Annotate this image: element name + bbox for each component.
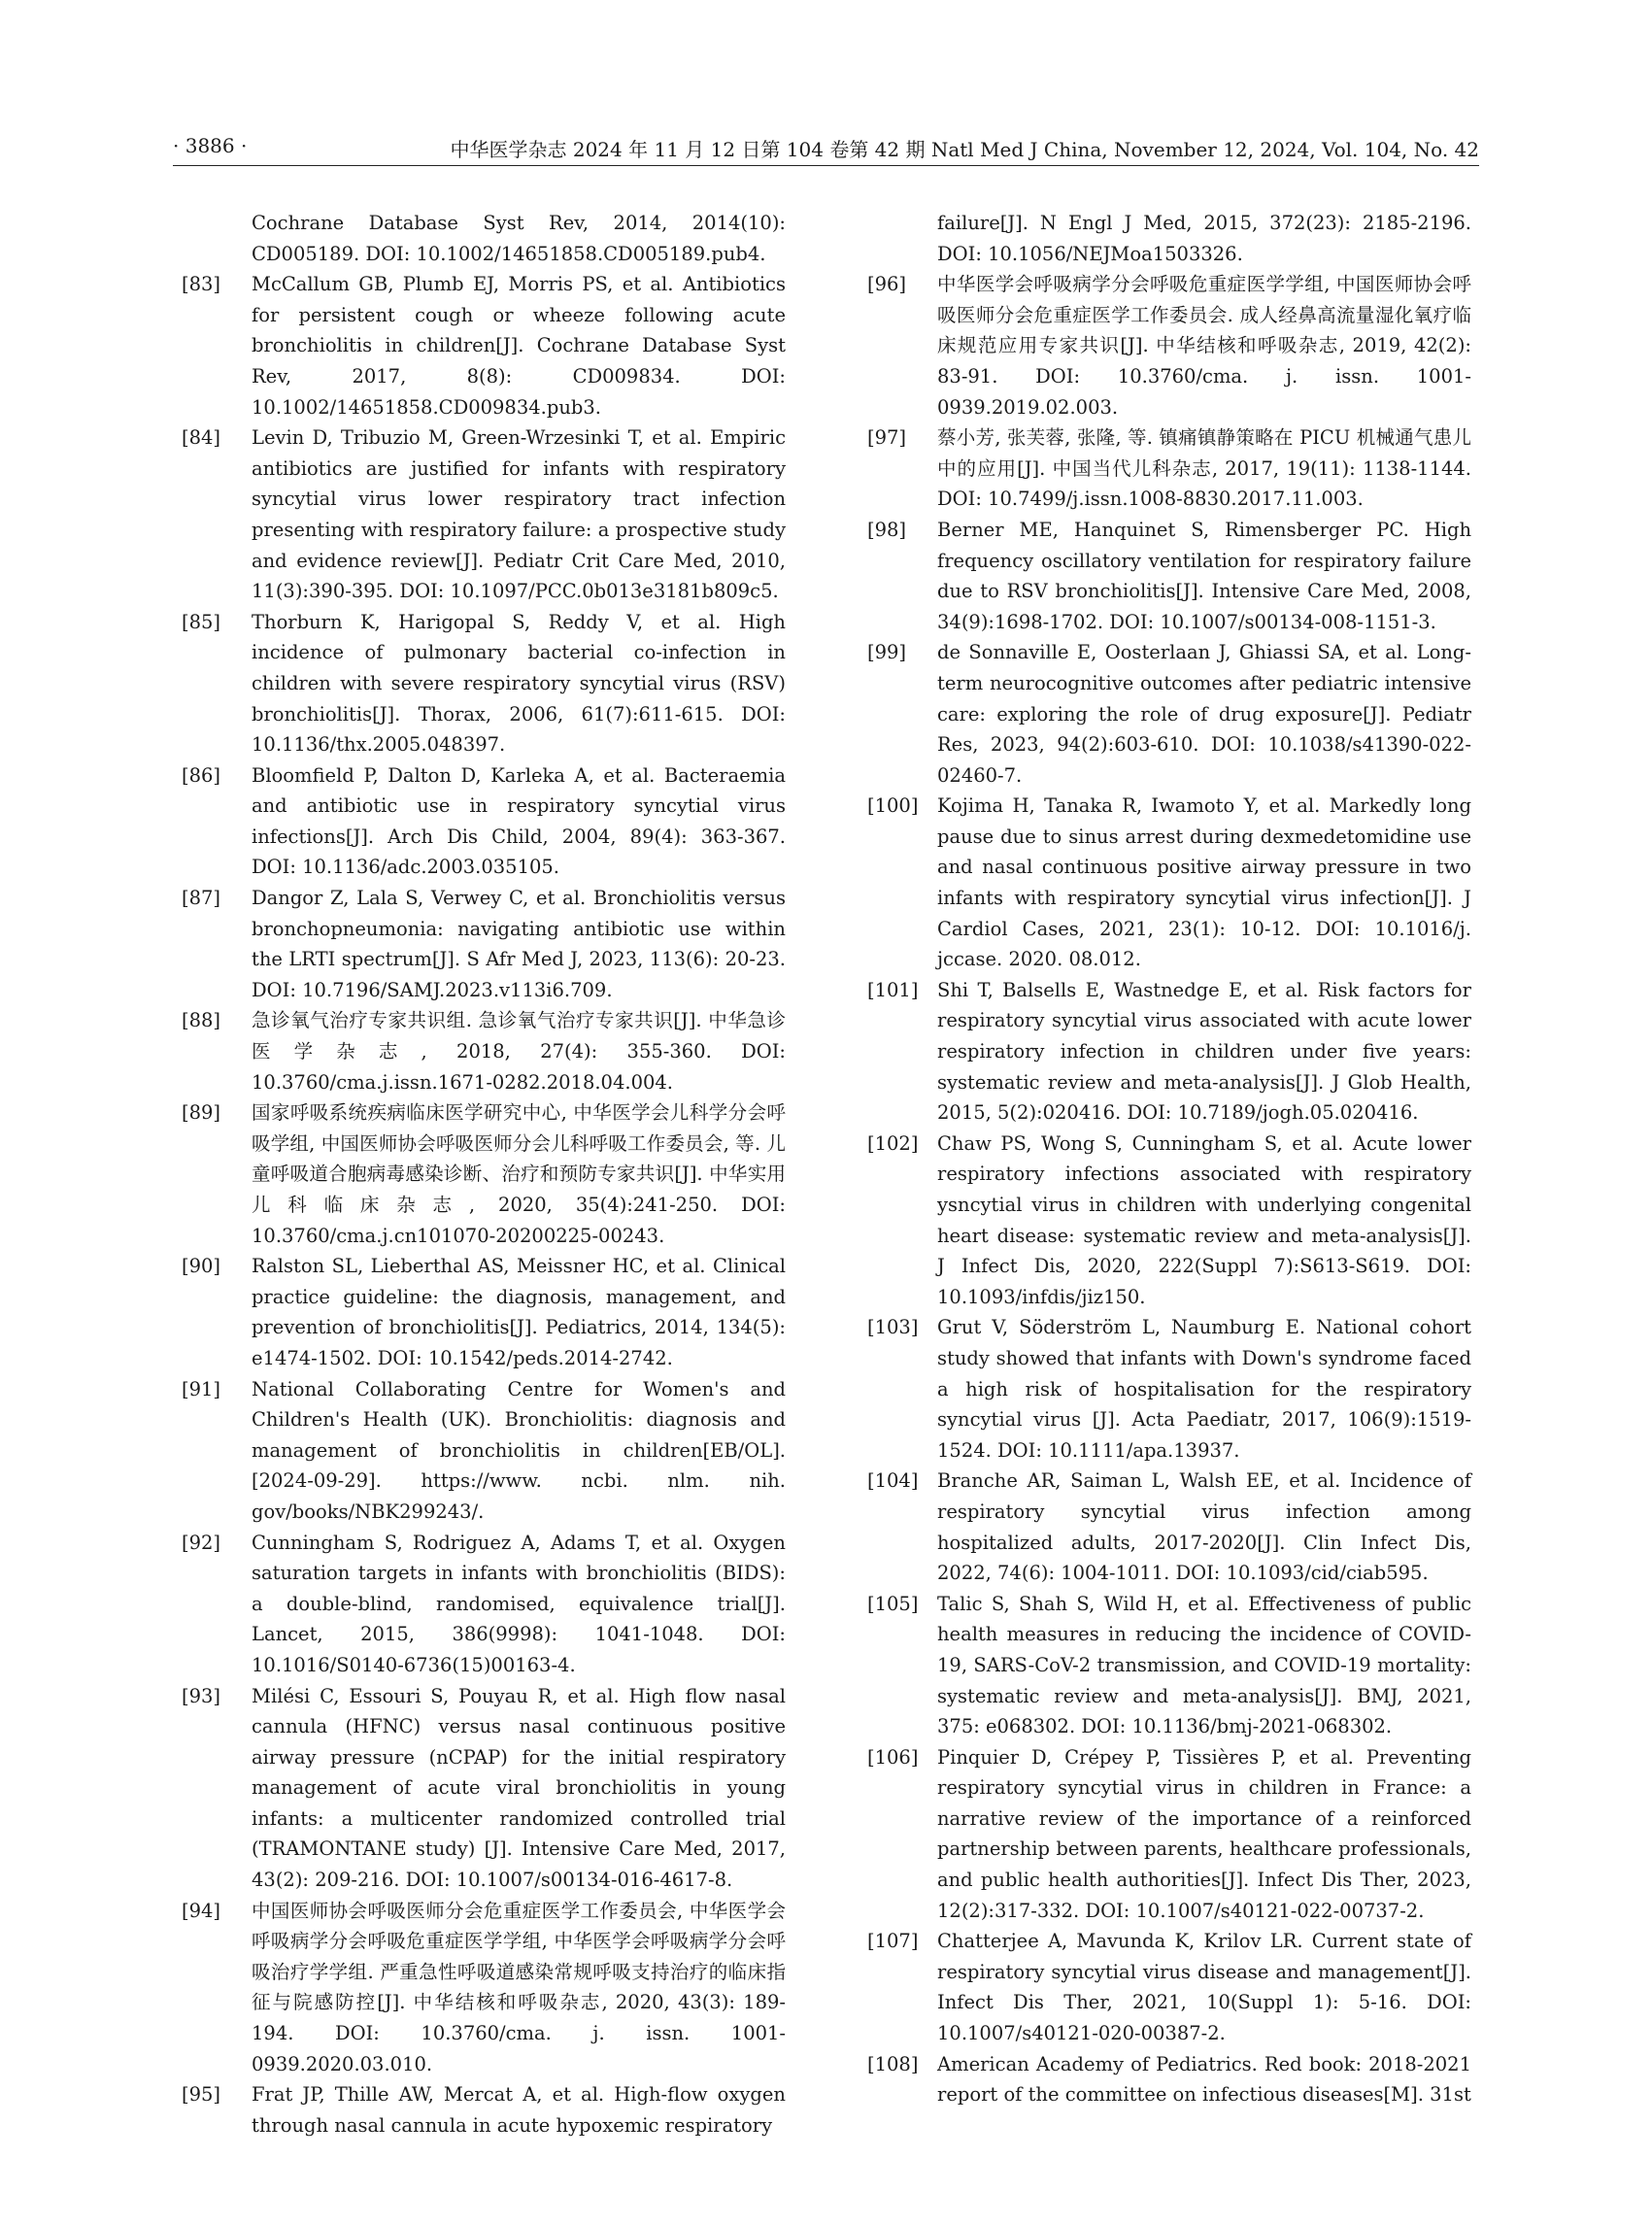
reference-entry [867,515,1471,637]
reference-entry [867,791,1471,975]
reference-text: Ralston SL, Lieberthal AS, Meissner HC, et al. Clinical practice guideline: the diagnosis, management, and prevention of bronchiolitis[J]. Pediatrics, 2014, 134(5): e1474-1502. DOI: 10.1542/peds.2014-2742. [252,1255,786,1369]
reference-entry [182,883,786,1005]
reference-entry [182,2079,786,2141]
reference-column-left [182,208,786,2141]
reference-entry [182,1005,786,1097]
reference-text: Grut V, Söderström L, Naumburg E. National cohort study showed that infants with Down's syndrome faced a high risk of hospitalisation for the respiratory syncytial virus [J]. Acta Paediatr, 2017, 106(9):1519-1524. DOI: 10.1111/apa.13937. [937,1316,1471,1462]
reference-text: Kojima H, Tanaka R, Iwamoto Y, et al. Markedly long pause due to sinus arrest during dexmedetomidine use and nasal continuous positive airway pressure in two infants with respiratory syncytial virus infection[J]. J Cardiol Cases, 2021, 23(1): 10-12. DOI: 10.1016/j. jccase. 2020. 08.012. [937,794,1471,971]
reference-text: Branche AR, Saiman L, Walsh EE, et al. Incidence of respiratory syncytial virus infection among hospitalized adults, 2017-2020[J]. Clin Infect Dis, 2022, 74(6): 1004-1011. DOI: 10.1093/cid/ciab595. [937,1469,1471,1585]
reference-entry [867,1466,1471,1588]
reference-text: American Academy of Pediatrics. Red book: 2018-2021 report of the committee on infectious diseases[M]. 31st [937,2052,1471,2107]
reference-entry [867,422,1471,515]
reference-number: [108] [867,2052,919,2075]
reference-number: [87] [182,887,221,910]
reference-text: National Collaborating Centre for Women's and Children's Health (UK). Bronchiolitis: diagnosis and management of bronchiolitis in children[EB/OL]. [2024-09-29]. https://www. ncbi. nlm. nih. gov/books/NBK299243/. [252,1377,786,1523]
reference-entry [867,1129,1471,1313]
reference-text: Talic S, Shah S, Wild H, et al. Effectiveness of public health measures in reducing the incidence of COVID-19, SARS-CoV-2 transmission, and COVID-19 mortality: systematic review and meta-analysis[J]. BMJ, 2021, 375: e068302. DOI: 10.1136/bmj-2021-068302. [937,1592,1471,1738]
reference-entry [867,2049,1471,2110]
reference-number: [95] [182,2083,221,2107]
reference-text: de Sonnaville E, Oosterlaan J, Ghiassi SA, et al. Long-term neurocognitive outcomes after pediatric intensive care: exploring the role of drug exposure[J]. Pediatr Res, 2023, 94(2):603-610. DOI: 10.1038/s41390-022-02460-7. [937,641,1471,787]
reference-number: [105] [867,1592,919,1615]
reference-entry [867,637,1471,791]
header-rule [173,165,1479,166]
reference-text: Levin D, Tribuzio M, Green-Wrzesinki T, et al. Empiric antibiotics are justified for infants with respiratory syncytial virus lower respiratory tract infection presenting with respiratory failure: a prospective study and evidence review[J]. Pediatr Crit Care Med, 2010, 11(3):390-395. DOI: 10.1097/PCC.0b013e3181b809c5. [252,426,786,603]
page-number: · 3886 · [173,134,248,157]
reference-text: failure[J]. N Engl J Med, 2015, 372(23): 2185-2196. DOI: 10.1056/NEJMoa1503326. [937,212,1471,265]
reference-number: [84] [182,426,221,450]
reference-text: Chatterjee A, Mavunda K, Krilov LR. Current state of respiratory syncytial virus disease and management[J]. Infect Dis Ther, 2021, 10(Suppl 1): 5-16. DOI: 10.1007/s40121-020-00387-2. [937,1930,1471,2045]
reference-entry [867,975,1471,1129]
reference-number: [89] [182,1101,221,1125]
reference-number: [100] [867,794,919,818]
reference-number: [106] [867,1745,919,1769]
reference-entry [182,1097,786,1251]
reference-entry [867,1589,1471,1742]
reference-entry [182,1251,786,1373]
reference-entry [867,208,1471,269]
reference-number: [93] [182,1684,221,1707]
reference-text: 蔡小芳, 张芙蓉, 张隆, 等. 镇痛镇静策略在 PICU 机械通气患儿中的应用[J]. 中国当代儿科杂志, 2017, 19(11): 1138-1144. DOI: 10.7499/j.issn.1008-8830.2017.11.003. [937,426,1471,511]
reference-entry [182,1681,786,1896]
reference-number: [99] [867,641,907,664]
reference-text: McCallum GB, Plumb EJ, Morris PS, et al. Antibiotics for persistent cough or wheeze following acute bronchiolitis in children[J]. Cochrane Database Syst Rev, 2017, 8(8): CD009834. DOI: 10.1002/14651858.CD009834.pub3. [252,273,786,419]
reference-number: [90] [182,1255,221,1278]
reference-number: [91] [182,1377,221,1400]
reference-entry [182,1896,786,2080]
reference-number: [96] [867,273,907,296]
reference-entry [182,208,786,269]
reference-text: 中华医学会呼吸病学分会呼吸危重症医学学组, 中国医师协会呼吸医师分会危重症医学工作委员会. 成人经鼻高流量湿化氧疗临床规范应用专家共识[J]. 中华结核和呼吸杂志, 2019, 42(2): 83-91. DOI: 10.3760/cma. j. issn. 1001-0939.2019.02.003. [937,273,1471,419]
reference-text: Thorburn K, Harigopal S, Reddy V, et al. High incidence of pulmonary bacterial co-infection in children with severe respiratory syncytial virus (RSV) bronchiolitis[J]. Thorax, 2006, 61(7):611-615. DOI: 10.1136/thx.2005.048397. [252,610,786,757]
reference-text: 国家呼吸系统疾病临床医学研究中心, 中华医学会儿科学分会呼吸学组, 中国医师协会呼吸医师分会儿科呼吸工作委员会, 等. 儿童呼吸道合胞病毒感染诊断、治疗和预防专家共识[J]. 中华实用儿科临床杂志, 2020, 35(4):241-250. DOI: 10.3760/cma.j.cn101070-20200225-00243. [252,1101,786,1247]
reference-column-right [867,208,1471,2110]
reference-number: [104] [867,1469,919,1493]
reference-entry [182,422,786,607]
reference-text: Chaw PS, Wong S, Cunningham S, et al. Acute lower respiratory infections associated with respiratory ysncytial virus in children with underlying congenital heart disease: systematic review and meta-analysis[J]. J Infect Dis, 2020, 222(Suppl 7):S613-S619. DOI: 10.1093/infdis/jiz150. [937,1131,1471,1308]
reference-entry [182,760,786,883]
reference-entry [867,1742,1471,1927]
reference-text: Dangor Z, Lala S, Verwey C, et al. Bronchiolitis versus bronchopneumonia: navigating antibiotic use within the LRTI spectrum[J]. S Afr Med J, 2023, 113(6): 20-23. DOI: 10.7196/SAMJ.2023.v113i6.709. [252,887,786,1001]
reference-number: [88] [182,1009,221,1032]
reference-text: Bloomfield P, Dalton D, Karleka A, et al. Bacteraemia and antibiotic use in respiratory syncytial virus infections[J]. Arch Dis Child, 2004, 89(4): 363-367. DOI: 10.1136/adc.2003.035105. [252,763,786,879]
reference-entry [182,607,786,760]
reference-number: [98] [867,518,907,541]
reference-text: Cunningham S, Rodriguez A, Adams T, et al. Oxygen saturation targets in infants with bronchiolitis (BIDS): a double-blind, randomised, equivalence trial[J]. Lancet, 2015, 386(9998): 1041-1048. DOI: 10.1016/S0140-6736(15)00163-4. [252,1531,786,1676]
reference-entry [867,1312,1471,1466]
reference-text: Shi T, Balsells E, Wastnedge E, et al. Risk factors for respiratory syncytial virus associated with acute lower respiratory infection in children under five years: systematic review and meta-analysis[J]. J Glob Health, 2015, 5(2):020416. DOI: 10.7189/jogh.05.020416. [937,978,1471,1125]
reference-text: Frat JP, Thille AW, Mercat A, et al. High-flow oxygen through nasal cannula in acute hypoxemic respiratory [252,2083,786,2137]
reference-number: [92] [182,1531,221,1554]
reference-number: [101] [867,978,919,1001]
reference-text: 中国医师协会呼吸医师分会危重症医学工作委员会, 中华医学会呼吸病学分会呼吸危重症医学学组, 中华医学会呼吸病学分会呼吸治疗学学组. 严重急性呼吸道感染常规呼吸支持治疗的临床指征与院感防控[J]. 中华结核和呼吸杂志, 2020, 43(3): 189-194. DOI: 10.3760/cma. j. issn. 1001-0939.2020.03.010. [252,1899,786,2075]
reference-number: [102] [867,1131,919,1155]
reference-entry [867,269,1471,422]
reference-entry [182,1374,786,1528]
running-title: 中华医学杂志 2024 年 11 月 12 日第 104 卷第 42 期 Natl Med J China, November 12, 2024, Vol. 104, No. 42 [450,138,1479,161]
reference-entry [867,1926,1471,2048]
reference-text: 急诊氧气治疗专家共识组. 急诊氧气治疗专家共识[J]. 中华急诊医学杂志, 2018, 27(4): 355-360. DOI: 10.3760/cma.j.issn.1671-0282.2018.04.004. [252,1009,786,1094]
reference-number: [97] [867,426,907,450]
reference-text: Milési C, Essouri S, Pouyau R, et al. High flow nasal cannula (HFNC) versus nasal continuous positive airway pressure (nCPAP) for the initial respiratory management of acute viral bronchiolitis in young infants: a multicenter randomized controlled trial (TRAMONTANE study) [J]. Intensive Care Med, 2017, 43(2): 209-216. DOI: 10.1007/s00134-016-4617-8. [252,1684,786,1892]
reference-number: [86] [182,763,221,787]
reference-number: [83] [182,273,221,296]
reference-number: [85] [182,610,221,633]
page-header [173,134,1479,163]
reference-entry [182,1528,786,1681]
reference-text: Berner ME, Hanquinet S, Rimensberger PC. High frequency oscillatory ventilation for respiratory failure due to RSV bronchiolitis[J]. Intensive Care Med, 2008, 34(9):1698-1702. DOI: 10.1007/s00134-008-1151-3. [937,518,1471,633]
reference-number: [94] [182,1899,221,1922]
reference-text: Cochrane Database Syst Rev, 2014, 2014(10): CD005189. DOI: 10.1002/14651858.CD005189.pub4. [252,212,786,265]
reference-text: Pinquier D, Crépey P, Tissières P, et al. Preventing respiratory syncytial virus in children in France: a narrative review of the importance of a reinforced partnership between parents, healthcare professionals, and public health authorities[J]. Infect Dis Ther, 2023, 12(2):317-332. DOI: 10.1007/s40121-022-00737-2. [937,1745,1471,1922]
reference-number: [107] [867,1930,919,1953]
reference-number: [103] [867,1316,919,1339]
reference-entry [182,269,786,422]
